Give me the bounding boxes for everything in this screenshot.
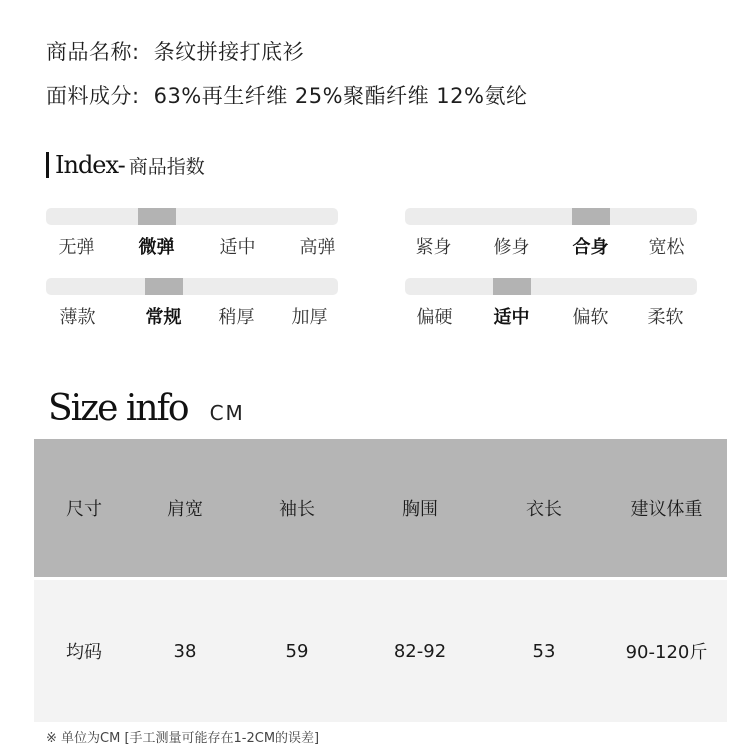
scale-indicator bbox=[138, 208, 176, 225]
table-cell: 82-92 bbox=[393, 640, 447, 662]
scale-option: 适中 bbox=[493, 307, 530, 328]
scale-option: 合身 bbox=[572, 237, 609, 258]
header-cell: 衣长 bbox=[526, 499, 562, 520]
scale-option: 紧身 bbox=[415, 237, 452, 258]
scale-option: 薄款 bbox=[59, 307, 96, 328]
product-name-label: 商品名称: bbox=[46, 40, 140, 64]
table-cell: 59 bbox=[285, 640, 309, 662]
header-cell: 建议体重 bbox=[630, 499, 703, 520]
scale-track bbox=[405, 208, 697, 225]
table-cell: 38 bbox=[173, 640, 197, 662]
scale-option: 常规 bbox=[145, 307, 182, 328]
size-unit-label: CM bbox=[209, 401, 245, 425]
size-table bbox=[34, 439, 727, 722]
index-title-cn: 商品指数 bbox=[128, 155, 205, 178]
header-cell: 肩宽 bbox=[167, 499, 203, 520]
scale-option: 无弹 bbox=[58, 237, 95, 258]
table-cell: 90-120斤 bbox=[625, 642, 708, 663]
scale-option: 偏软 bbox=[572, 307, 609, 328]
header-cell: 胸围 bbox=[402, 499, 438, 520]
table-header-row bbox=[34, 439, 727, 577]
table-cell: 53 bbox=[532, 640, 556, 662]
scale-option: 柔软 bbox=[647, 307, 684, 328]
material-line bbox=[46, 80, 527, 110]
size-info-heading: Size info bbox=[48, 388, 188, 429]
header-cell: 尺寸 bbox=[66, 499, 102, 520]
scale-option: 加厚 bbox=[291, 307, 328, 328]
scale-option: 微弹 bbox=[138, 237, 175, 258]
header-cell: 袖长 bbox=[279, 499, 315, 520]
scale-option: 宽松 bbox=[648, 237, 685, 258]
thickness-scale bbox=[46, 278, 338, 332]
scale-option: 修身 bbox=[493, 237, 530, 258]
table-row bbox=[34, 580, 727, 722]
scale-indicator bbox=[145, 278, 183, 295]
material-label: 面料成分: bbox=[46, 84, 140, 108]
index-title-en: Index- bbox=[55, 151, 125, 179]
scale-option: 稍厚 bbox=[218, 307, 255, 328]
scale-option: 适中 bbox=[219, 237, 256, 258]
fit-scale bbox=[405, 208, 697, 262]
table-cell: 均码 bbox=[66, 642, 102, 663]
elasticity-scale bbox=[46, 208, 338, 262]
product-name-line bbox=[46, 36, 304, 66]
product-name-value: 条纹拼接打底衫 bbox=[153, 40, 305, 64]
scale-option: 偏硬 bbox=[416, 307, 453, 328]
scale-track bbox=[46, 208, 338, 225]
scale-indicator bbox=[493, 278, 531, 295]
scale-option: 高弹 bbox=[299, 237, 336, 258]
index-section-title bbox=[46, 150, 205, 180]
scale-track bbox=[46, 278, 338, 295]
scale-track bbox=[405, 278, 697, 295]
size-info-title bbox=[48, 388, 245, 429]
title-bar-divider bbox=[46, 152, 49, 178]
softness-scale bbox=[405, 278, 697, 332]
measurement-footnote: ※ 单位为CM [手工测量可能存在1-2CM的误差] bbox=[46, 731, 320, 746]
scale-indicator bbox=[572, 208, 610, 225]
material-value: 63%再生纤维 25%聚酯纤维 12%氨纶 bbox=[153, 84, 528, 108]
